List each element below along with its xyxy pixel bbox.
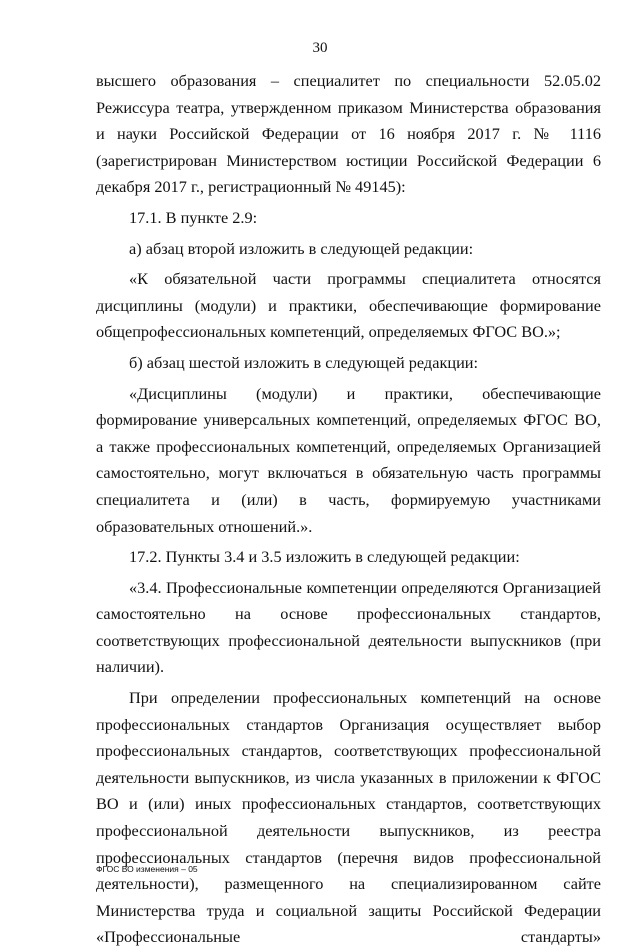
paragraph-item-17-2: 17.2. Пункты 3.4 и 3.5 изложить в следующей редакции: <box>129 547 520 567</box>
document-body <box>96 68 601 951</box>
paragraph-item-17-1: 17.1. В пункте 2.9: <box>129 207 258 227</box>
footer-note: ФГОС ВО изменения – 05 <box>96 864 198 874</box>
page-number: 30 <box>312 40 328 56</box>
paragraph-intro: высшего образования – специалитет по специальности 52.05.02 Режиссура театра, утвержденном приказом Министерства образования и науки Российской Федерации от 16 ноября 2017 г. № 1116 (зарегистрирован Министерством юстиции Российской Федерации 6 декабря 2017 г., регистрационный № 49145): <box>96 71 601 197</box>
paragraph-quote-3-4: «3.4. Профессиональные компетенции определяются Организацией самостоятельно на основе профессиональных стандартов, соответствующих профессиональной деятельности выпускников (при наличии). <box>96 577 601 677</box>
paragraph-quote-b: «Дисциплины (модули) и практики, обеспечивающие формирование универсальных компетенций, определяемых ФГОС ВО, а также профессиональных компетенций, определяемых Организацией самостоятельно, могут включаться в обязательную часть программы специалитета и (или) в часть, формируемую участниками образовательных отношений.». <box>96 383 601 536</box>
paragraph-sub-a: а) абзац второй изложить в следующей редакции: <box>129 238 474 258</box>
paragraph-professional-standards: При определении профессиональных компетенций на основе профессиональных стандартов Организация осуществляет выбор профессиональных стандартов, соответствующих профессиональной деятельности выпускников, из числа указанных в приложении к ФГОС ВО и (или) иных профессиональных стандартов, соответствующих профессиональной деятельности выпускников, из реестра профессиональных стандартов (перечня видов профессиональной деятельности), размещенного на специализированном сайте Министерства труда и социальной защиты Российской Федерации «Профессиональные стандарты» <box>96 688 601 947</box>
paragraph-quote-a: «К обязательной части программы специалитета относятся дисциплины (модули) и практики, обеспечивающие формирование общепрофессиональных компетенций, определяемых ФГОС ВО.»; <box>96 269 601 342</box>
paragraph-sub-b: б) абзац шестой изложить в следующей редакции: <box>129 352 479 372</box>
